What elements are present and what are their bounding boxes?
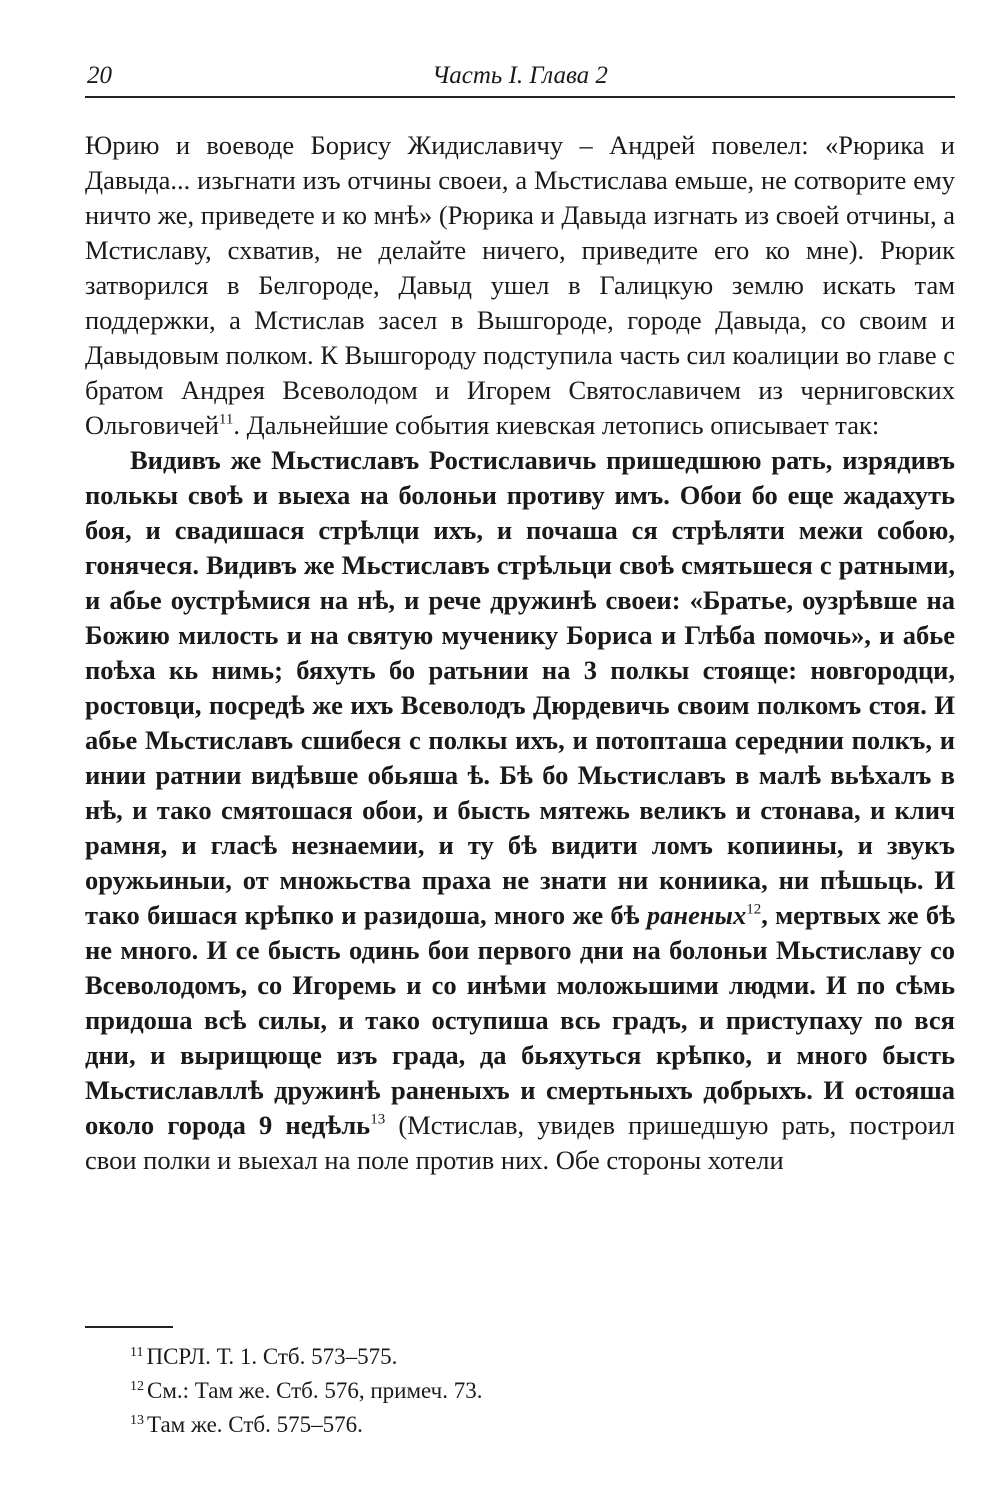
- quote-text-b: , мертвых же бѣ не много. И се бысть одинь бои первого дни на болоньи Мьстиславу со Всеволодомъ, со Игоремь и со инѣми моложьшими людми. И по сѣмь придоша всѣ силы, и тако оступиша всь градъ, и приступаху по вся дни, и вырищюще изъ града, да бьяхуться крѣпко, и много бысть Мьстиславллѣ дружинѣ раненыхъ и смертьныхъ добрыхъ. И остояша около города 9 недѣль: [85, 900, 956, 1140]
- page-number: 20: [87, 62, 112, 89]
- quote-text-a: Видивъ же Мьстиславъ Ростиславичь пришедшюю рать, изрядивъ полькы своѣ и выеха на болоньи противу имъ. Обои бо еще жадахуть боя, и свадишася стрѣлци ихъ, и почаша ся стрѣляти межи собою, гонячеся. Видивъ же Мьстиславъ стрѣльци своѣ смятьшеся с ратными, и абье оустрѣмися на нѣ, и рече дружинѣ своеи: «Братье, оузрѣвше на Божию милость и на святую мученику Бориса и Глѣба помочь», и абье поѣха кь нимь; бяхуть бо ратьнии на 3 полкы стояще: новгородци, ростовци, посредѣ же ихъ Всеволодъ Дюрдевичь своим полкомъ стоя. И абье Мьстиславъ сшибеся с полкы ихъ, и потопташа середнии полкъ, и инии ратнии видѣвше обьяша ѣ. Бѣ бо Мьстиславъ в малѣ вьѣхалъ в нѣ, и тако смятошася обои, и бысть мятежь великъ и стонава, и клич рамня, и гласѣ незнаемии, и ту бѣ видити ломъ копиины, и звукъ оружьиныи, от множьства праха не знати ни кониика, ни пѣшьць. И тако бишася крѣпко и разидоша, много же бѣ: [85, 445, 955, 930]
- chronicle-quote: [85, 443, 955, 1178]
- footnote-ref-13[interactable]: 13: [370, 1111, 386, 1128]
- intro-paragraph: [85, 128, 955, 443]
- footnote-text: Там же. Стб. 575–576.: [147, 1412, 363, 1437]
- footnote-12: [130, 1374, 930, 1408]
- intro-tail: . Дальнейшие события киевская летопись описывает так:: [233, 410, 880, 440]
- quote-italic-word: раненых: [646, 900, 747, 930]
- footnote-text: См.: Там же. Стб. 576, примеч. 73.: [147, 1378, 483, 1403]
- footnote-11: [130, 1340, 930, 1374]
- translation-text: (Мстислав, увидев пришедшую рать, построил свои полки и выехал на поле против них. Обе стороны хотели: [85, 1110, 955, 1175]
- footnote-13: [130, 1408, 930, 1442]
- footnote-number: 12: [130, 1378, 144, 1394]
- running-title: Часть I. Глава 2: [432, 62, 608, 89]
- footnote-number: 11: [130, 1344, 144, 1360]
- footnote-divider: [85, 1326, 173, 1328]
- footnotes: [130, 1340, 930, 1442]
- running-header: [85, 62, 955, 98]
- footnote-ref-12[interactable]: 12: [746, 901, 762, 918]
- footnote-text: ПСРЛ. Т. 1. Стб. 573–575.: [146, 1344, 398, 1369]
- main-text: [85, 128, 955, 1178]
- footnote-ref-11[interactable]: 11: [218, 411, 234, 428]
- intro-text: Юрию и воеводе Борису Жидиславичу – Андрей повелел: «Рюрика и Давыда... изьгнати изъ отчины своеи, а Мьстислава емьше, не сотворите ему ничто же, приведете и ко мнѣ» (Рюрика и Давыда изгнать из своей отчины, а Мстиславу, схватив, не делайте ничего, приведите его ко мне). Рюрик затворился в Белгороде, Давыд ушел в Галицкую землю искать там поддержки, а Мстислав засел в Вышгороде, городе Давыда, со своим и Давыдовым полком. К Вышгороду подступила часть сил коалиции во главе с братом Андрея Всеволодом и Игорем Святославичем из черниговских Ольговичей: [85, 130, 955, 440]
- footnote-number: 13: [130, 1412, 144, 1428]
